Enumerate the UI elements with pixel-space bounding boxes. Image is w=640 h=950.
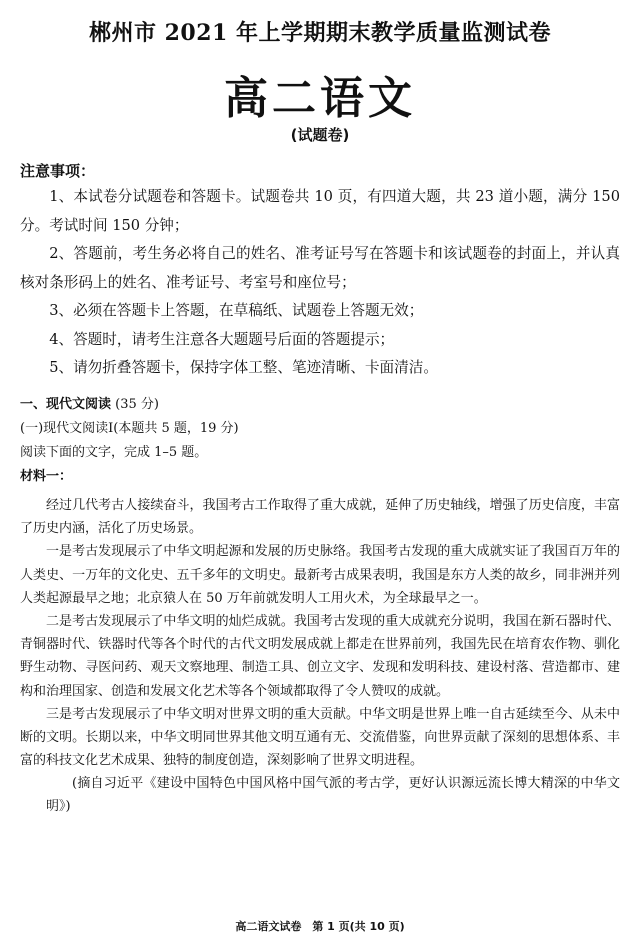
section-title: 一、现代文阅读	[20, 397, 112, 412]
reading-instruction: 阅读下面的文字，完成 1–5 题。	[20, 445, 208, 460]
exam-title: 郴州市 2021 年上学期期末教学质量监测试卷	[88, 20, 552, 46]
sub-section-heading: (一)现代文阅读Ⅰ(本题共 5 题，19 分)	[20, 421, 239, 436]
notice-item: 2、答题前，考生务必将自己的姓名、准考证号写在答题卡和该试题卷的封面上，并认真核对条形码上的姓名、准考证号、考室号和座位号；	[20, 245, 620, 291]
subject-title: 高二语文	[224, 73, 416, 124]
notice-item: 1、本试卷分试题卷和答题卡。试题卷共 10 页，有四道大题，共 23 道小题，满分 150 分。考试时间 150 分钟；	[20, 188, 620, 234]
passage-paragraph: 经过几代考古人接续奋斗，我国考古工作取得了重大成就，延伸了历史轴线，增强了历史信度，丰富了历史内涵，活化了历史场景。	[20, 498, 620, 537]
reading-passage	[20, 494, 620, 818]
section-score: (35 分)	[111, 397, 159, 412]
notice-title: 注意事项：	[20, 162, 96, 180]
notice-item: 4、答题时，请考生注意各大题题号后面的答题提示；	[49, 330, 395, 348]
passage-source: (摘自习近平《建设中国特色中国风格中国气派的考古学，更好认识源远流长博大精深的中华文明》)	[46, 776, 620, 815]
page-footer: 高二语文试卷 第 1 页(共 10 页)	[235, 920, 405, 933]
passage-paragraph: 三是考古发现展示了中华文明对世界文明的重大贡献。中华文明是世界上唯一自古延续至今、从未中断的文明。长期以来，中华文明同世界其他文明互通有无、交流借鉴，向世界贡献了深刻的思想体系、丰富的科技文化艺术成果、独特的制度创造，深刻影响了世界文明进程。	[20, 706, 620, 769]
paper-type: (试题卷)	[290, 126, 350, 144]
material-label: 材料一：	[20, 469, 73, 484]
notice-item: 3、必须在答题卡上答题，在草稿纸、试题卷上答题无效；	[49, 302, 424, 319]
passage-paragraph: 二是考古发现展示了中华文明的灿烂成就。我国考古发现的重大成就充分说明，我国在新石器时代、青铜器时代、铁器时代等各个时代的古代文明发展成就上都走在世界前列，我国先民在培育农作物、驯化野生动物、寻医问药、观天文察地理、制造工具、创立文字、发现和发明科技、建设村落、营造都市、建构和治理国家、创造和发展文化艺术等各个领域都取得了令人赞叹的成就。	[20, 614, 620, 699]
notice-item: 5、请勿折叠答题卡，保持字体工整、笔迹清晰、卡面清洁。	[49, 359, 438, 376]
passage-paragraph: 一是考古发现展示了中华文明起源和发展的历史脉络。我国考古发现的重大成就实证了我国百万年的人类史、一万年的文化史、五千多年的文明史。最新考古成果表明，我国是东方人类的故乡，同非洲并列人类起源最早之地；北京猿人在 50 万年前就发明人工用火术，为全球最早之一。	[20, 544, 620, 606]
section-heading	[20, 394, 620, 416]
notice-list	[20, 183, 620, 383]
